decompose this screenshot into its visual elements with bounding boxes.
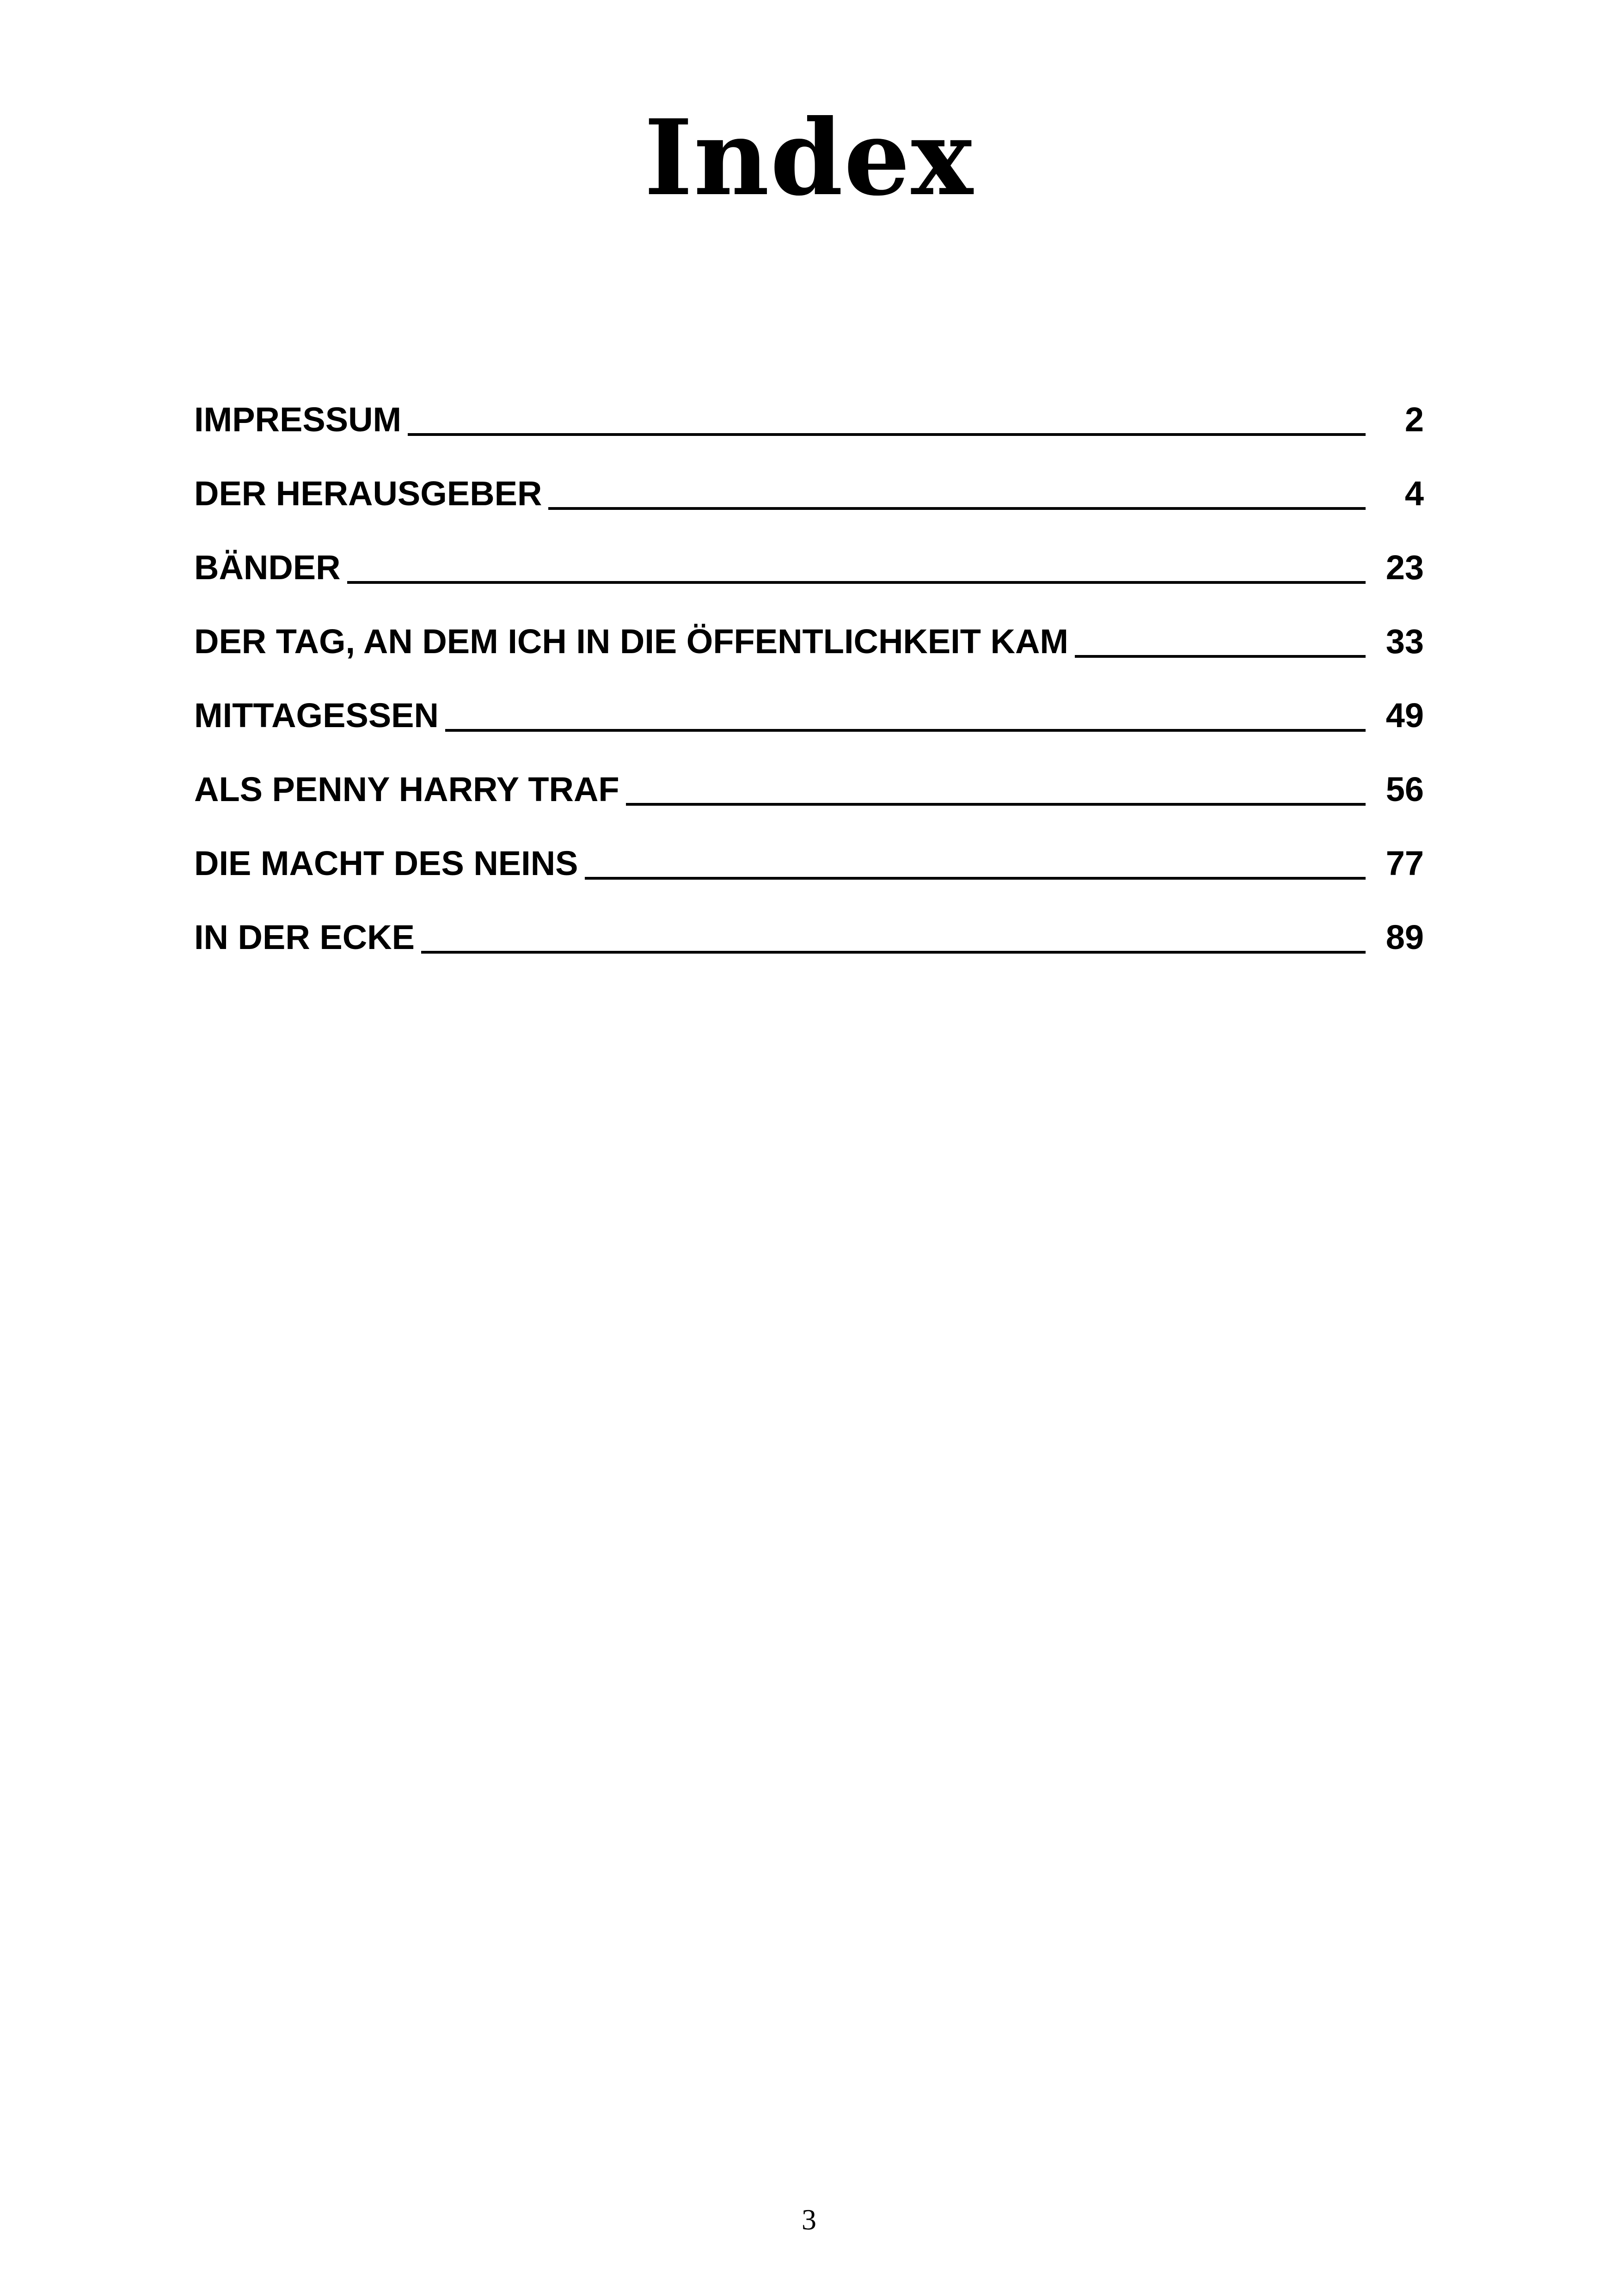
toc-entry[interactable] [194,885,1424,959]
toc-leader-line [626,802,1366,806]
toc-entry-label: DER TAG, AN DEM ICH IN DIE ÖFFENTLICHKEIT KAM [194,622,1069,661]
toc-entry-page: 56 [1385,770,1424,808]
toc-entry-label: MITTAGESSEN [194,696,439,735]
toc-leader-line [1075,655,1366,658]
toc-entry[interactable] [194,367,1424,441]
toc-entry-label: DIE MACHT DES NEINS [194,844,578,882]
toc-entry[interactable] [194,589,1424,663]
table-of-contents [194,367,1424,959]
toc-leader-line [445,729,1366,732]
toc-leader-line [421,950,1366,954]
toc-entry-page: 77 [1385,844,1424,882]
toc-entry[interactable] [194,441,1424,515]
toc-entry[interactable] [194,811,1424,885]
toc-entry-page: 49 [1385,696,1424,735]
toc-entry-page: 33 [1385,622,1424,661]
toc-entry-label: ALS PENNY HARRY TRAF [194,770,619,808]
toc-leader-line [408,433,1366,436]
toc-entry[interactable] [194,663,1424,737]
toc-entry-label: IN DER ECKE [194,918,415,956]
toc-leader-line [347,581,1366,584]
toc-entry[interactable] [194,515,1424,589]
toc-entry-label: DER HERAUSGEBER [194,474,542,513]
toc-entry[interactable] [194,737,1424,811]
toc-leader-line [585,876,1366,880]
toc-entry-page: 23 [1385,548,1424,587]
toc-entry-page: 89 [1385,918,1424,956]
toc-entry-page: 2 [1404,400,1424,439]
page-number: 3 [802,2203,816,2236]
toc-entry-label: BÄNDER [194,548,341,587]
toc-entry-page: 4 [1404,474,1424,513]
page-title: Index [644,97,974,219]
toc-leader-line [548,507,1366,510]
toc-entry-label: IMPRESSUM [194,400,402,439]
